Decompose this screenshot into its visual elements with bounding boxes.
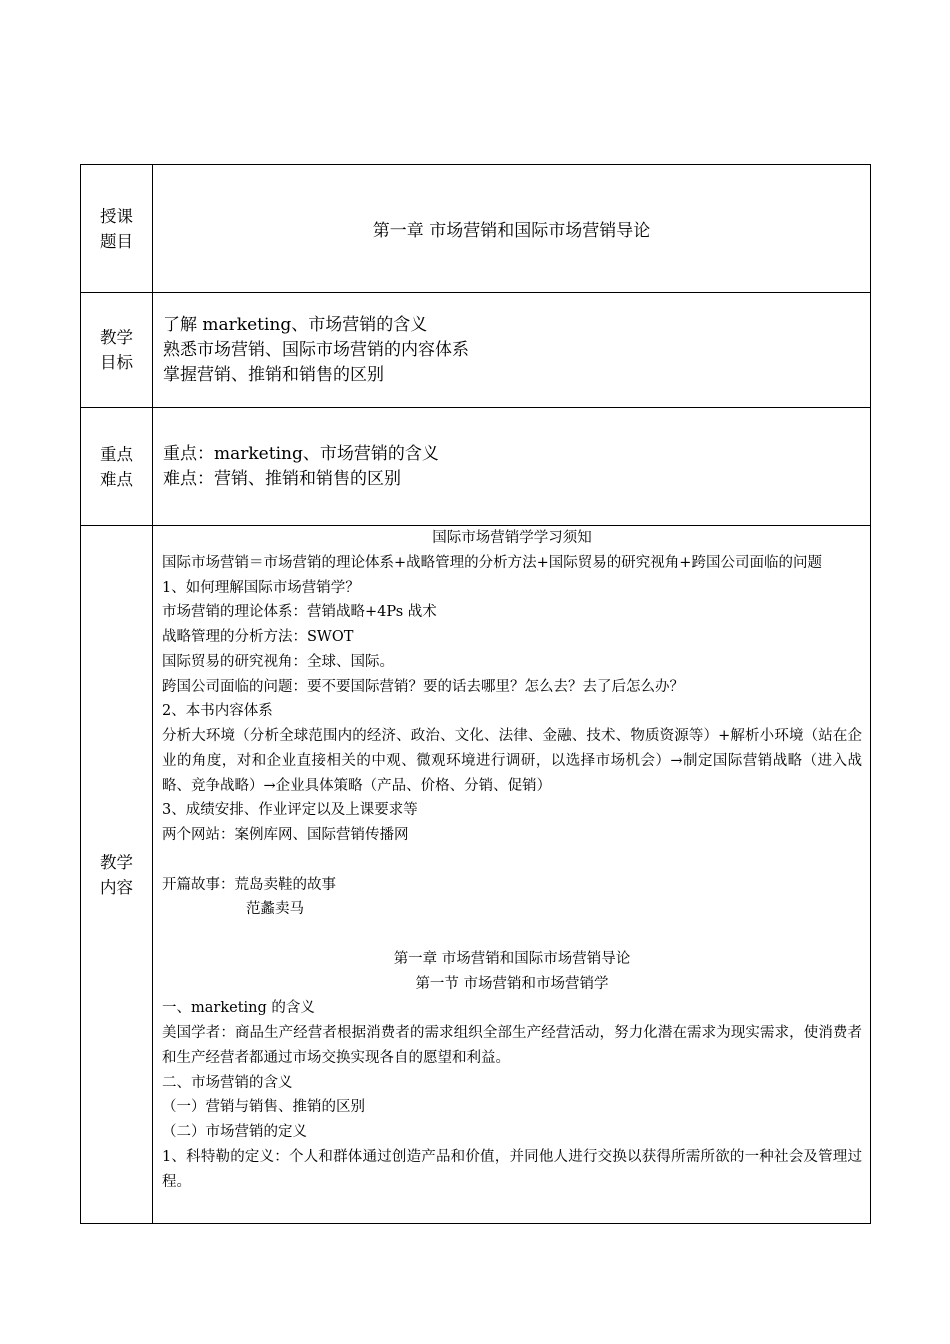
content-question: 2、本书内容体系 [162,703,273,720]
title-row [81,165,871,293]
objectives-row [81,293,871,408]
opening-story-line: 开篇故事：荒岛卖鞋的故事 [162,876,336,893]
content-heading: 国际市场营销学学习须知 [432,530,592,546]
title-label-line-1: 授课 [100,206,133,226]
content-paragraph: 分析大环境（分析全球范围内的经济、政治、文化、法律、金融、技术、物质资源等）+解析小环境（站在企业的角度，对和企业直接相关的中观、微观环境进行调研，以选择市场机会）→制定国际营销战略（进入战略、竞争战略）→企业具体策略（产品、价格、分销、促销） [162,728,862,794]
key-point-line: 重点：marketing、市场营销的含义 [163,443,439,464]
blank-line [162,848,862,873]
subsection-item: （二）市场营销的定义 [162,1124,307,1140]
key-points-row [81,408,871,526]
content-label-cell [81,526,153,1224]
title-label-cell [81,165,153,293]
content-question: 3、成绩安排、作业评定以及上课要求等 [162,802,418,819]
difficult-point-line: 难点：营销、推销和销售的区别 [163,468,401,489]
subsection-item: （一）营销与销售、推销的区别 [162,1099,365,1116]
section-heading: 第一节 市场营销和市场营销学 [415,975,609,992]
content-line: 两个网站：案例库网、国际营销传播网 [162,827,409,843]
opening-story-line: 范蠡卖马 [246,901,304,918]
objectives-cell [153,293,871,408]
title-label-line-2: 题目 [100,231,133,251]
key-points-label-cell [81,408,153,526]
subsection-heading: 二、市场营销的含义 [162,1074,293,1091]
lesson-title: 第一章 市场营销和国际市场营销导论 [153,165,871,293]
objectives-label-line-2: 目标 [100,353,133,372]
content-line: 跨国公司面临的问题：要不要国际营销？要的话去哪里？怎么去？去了后怎么办？ [162,678,684,695]
content-line: 战略管理的分析方法：SWOT [162,629,354,645]
objective-line: 熟悉市场营销、国际市场营销的内容体系 [163,339,469,360]
content-line: 国际贸易的研究视角：全球、国际。 [162,653,394,670]
content-cell [153,526,871,1224]
key-points-label-line-1: 重点 [100,444,133,464]
key-points-cell [153,408,871,526]
objectives-label-cell [81,293,153,408]
key-points-label-line-2: 难点 [100,469,133,489]
content-paragraph: 1、科特勒的定义：个人和群体通过创造产品和价值，并同他人进行交换以获得所需所欲的一种社会及管理过程。 [162,1148,862,1190]
subsection-heading: 一、marketing 的含义 [162,1000,315,1017]
chapter-heading: 第一章 市场营销和国际市场营销导论 [393,950,631,967]
content-paragraph: 国际市场营销＝市场营销的理论体系+战略管理的分析方法+国际贸易的研究视角+跨国公司面临的问题 [162,554,822,571]
objective-line: 了解 marketing、市场营销的含义 [163,314,428,335]
objectives-label-line-1: 教学 [100,328,133,347]
blank-line [162,922,862,947]
content-paragraph: 美国学者：商品生产经营者根据消费者的需求组织全部生产经营活动，努力化潜在需求为现实需求，使消费者和生产经营者都通过市场交换实现各自的愿望和利益。 [162,1025,862,1066]
content-label-line-1: 教学 [100,852,133,872]
content-label-line-2: 内容 [100,877,133,897]
content-line: 市场营销的理论体系：营销战略+4Ps 战术 [162,604,437,621]
content-row [81,526,871,1224]
objective-line: 掌握营销、推销和销售的区别 [163,364,384,385]
content-question: 1、如何理解国际市场营销学？ [162,579,360,596]
lesson-plan-table [80,164,871,1224]
